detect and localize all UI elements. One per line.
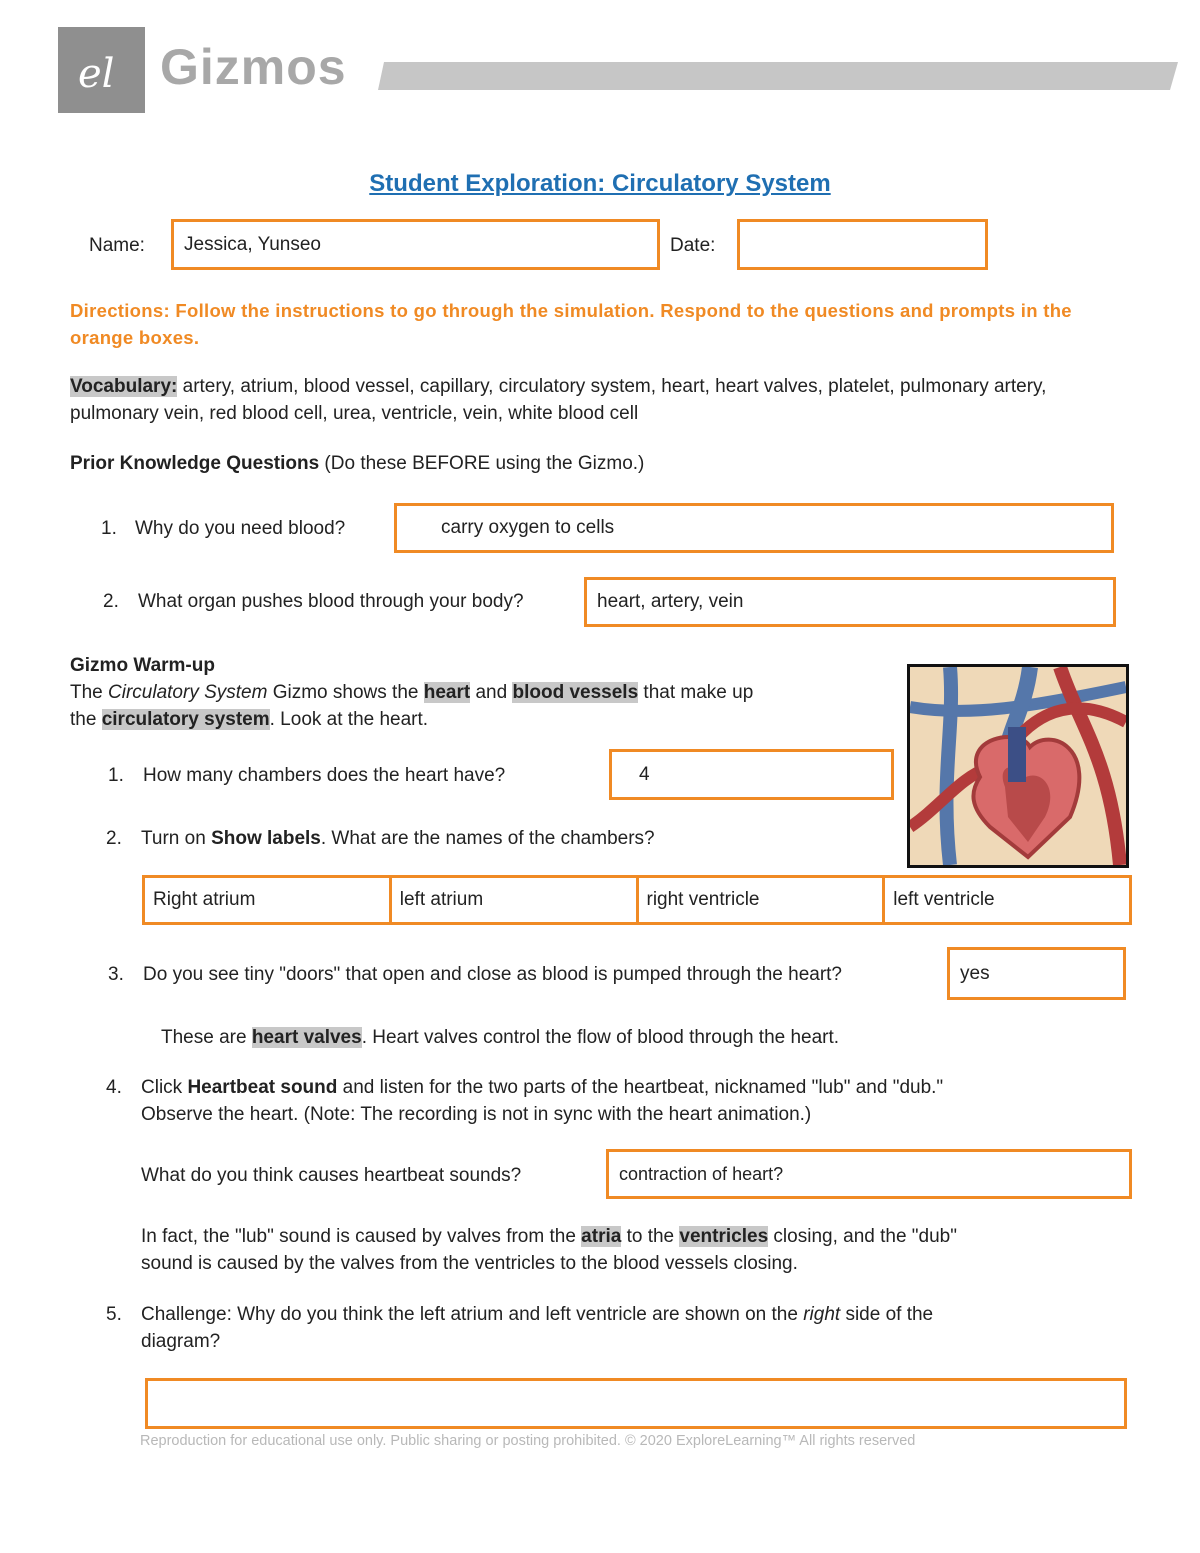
warmup-q1-number: 1.	[108, 765, 124, 786]
warmup-q3-text: Do you see tiny "doors" that open and close as blood is pumped through the heart?	[143, 964, 843, 985]
heart-valves-note: These are heart valves. Heart valves control the flow of blood through the heart.	[161, 1027, 840, 1048]
warmup-q4-text: Click Heartbeat sound and listen for the two parts of the heartbeat, nicknamed "lub" and "dub." Observe the heart. (Note: The recording is not in sync with the heart animation.)	[141, 1077, 944, 1125]
prior-q2-number: 2.	[103, 591, 119, 612]
chamber-names-table	[142, 875, 1132, 925]
name-field[interactable]: Jessica, Yunseo	[171, 219, 660, 270]
prior-q1-text: Why do you need blood?	[135, 518, 346, 539]
chamber-cell-1[interactable]: Right atrium	[145, 878, 392, 922]
vocabulary-text: artery, atrium, blood vessel, capillary, circulatory system, heart, heart valves, platelet, pulmonary artery, pulmonary vein, red blood cell, urea, ventricle, vein, white blood cell	[70, 376, 1047, 424]
warmup-q2-number: 2.	[106, 828, 122, 849]
warmup-q4-answer-box[interactable]: contraction of heart?	[606, 1149, 1132, 1199]
warmup-q5-text: Challenge: Why do you think the left atrium and left ventricle are shown on the right side of the diagram?	[141, 1304, 934, 1352]
prior-q2-text: What organ pushes blood through your body?	[138, 591, 524, 612]
svg-text:el: el	[78, 51, 115, 97]
brand-name: Gizmos	[160, 39, 347, 95]
prior-q1-number: 1.	[101, 518, 117, 539]
chamber-cell-3[interactable]: right ventricle	[639, 878, 886, 922]
page-title: Student Exploration: Circulatory System	[369, 170, 831, 197]
el-logo-icon	[58, 27, 145, 113]
warmup-q1-answer-box[interactable]: 4	[609, 749, 894, 800]
date-label: Date:	[670, 235, 716, 256]
prior-heading: Prior Knowledge Questions (Do these BEFORE using the Gizmo.)	[70, 453, 645, 474]
heartbeat-fact: In fact, the "lub" sound is caused by valves from the atria to the ventricles closing, and the "dub" sound is caused by the valves from the ventricles to the blood vessels closing.	[141, 1226, 957, 1274]
prior-q2-answer-box[interactable]: heart, artery, vein	[584, 577, 1116, 627]
date-field[interactable]	[737, 219, 988, 270]
warmup-q3-number: 3.	[108, 964, 124, 985]
vocabulary-label: Vocabulary:	[70, 376, 178, 397]
warmup-paragraph-line1: The Circulatory System Gizmo shows the heart and blood vessels that make up	[70, 682, 754, 703]
chamber-cell-4[interactable]: left ventricle	[893, 889, 995, 910]
warmup-q4-number: 4.	[106, 1077, 122, 1098]
chamber-cell-2[interactable]: left atrium	[392, 878, 639, 922]
warmup-q5-answer-box[interactable]	[145, 1378, 1127, 1429]
prior-q1-answer-box[interactable]: carry oxygen to cells	[394, 503, 1114, 553]
warmup-q2-text: Turn on Show labels. What are the names of the chambers?	[141, 828, 655, 849]
vocabulary-paragraph	[70, 373, 1130, 427]
warmup-q3-answer-box[interactable]: yes	[947, 947, 1126, 1000]
heart-diagram-image	[907, 664, 1129, 868]
directions-text: Directions: Follow the instructions to go through the simulation. Respond to the questions and prompts in the orange boxes.	[70, 300, 1072, 348]
warmup-paragraph-line2: the circulatory system. Look at the heart.	[70, 709, 429, 730]
warmup-q1-text: How many chambers does the heart have?	[143, 765, 506, 786]
footer-copyright: Reproduction for educational use only. Public sharing or posting prohibited. © 2020 ExploreLearning™ All rights reserved	[140, 1433, 916, 1449]
warmup-heading: Gizmo Warm-up	[70, 655, 215, 676]
warmup-q4-question: What do you think causes heartbeat sounds?	[141, 1165, 522, 1186]
warmup-q5-number: 5.	[106, 1304, 122, 1325]
name-label: Name:	[89, 235, 145, 256]
